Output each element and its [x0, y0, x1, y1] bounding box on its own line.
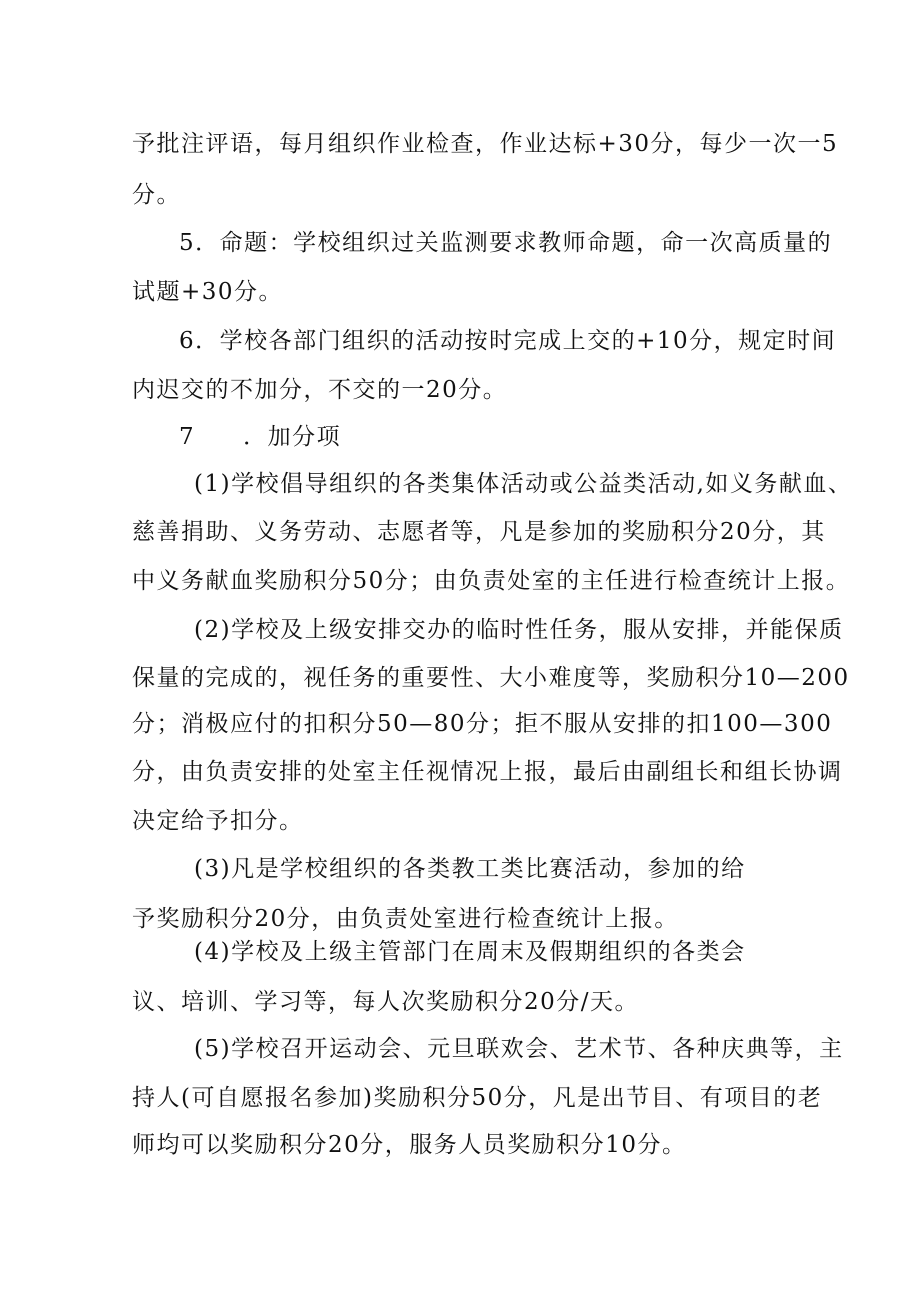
- text-line: 试题+30分。: [132, 279, 284, 305]
- text-line: 中义务献血奖励积分50分；由负责处室的主任进行检查统计上报。: [132, 568, 851, 594]
- text-line: 5．命题：学校组织过关监测要求教师命题，命一次高质量的: [179, 230, 833, 256]
- text-line: 6．学校各部门组织的活动按时完成上交的+10分，规定时间: [179, 328, 837, 354]
- text-line: (5)学校召开运动会、元旦联欢会、艺术节、各种庆典等，主: [194, 1036, 844, 1062]
- text-line: 分；消极应付的扣积分50—80分；拒不服从安排的扣100—300: [132, 711, 833, 737]
- text-line: (4)学校及上级主管部门在周末及假期组织的各类会: [194, 939, 746, 965]
- text-line: (2)学校及上级安排交办的临时性任务，服从安排，并能保质: [194, 617, 844, 643]
- text-line: 予批注评语，每月组织作业检查，作业达标+30分，每少一次一5: [132, 131, 839, 157]
- section-heading: [179, 423, 341, 451]
- text-line: 予奖励积分20分，由负责处室进行检查统计上报。: [132, 906, 679, 932]
- text-line: 保量的完成的，视任务的重要性、大小难度等，奖励积分10—200: [132, 665, 850, 691]
- text-line: 分。: [132, 182, 181, 208]
- section-title: ．加分项: [243, 424, 342, 450]
- text-line: 议、培训、学习等，每人次奖励积分20分/天。: [132, 989, 640, 1015]
- text-line: (1)学校倡导组织的各类集体活动或公益类活动,如义务献血、: [194, 471, 853, 497]
- text-line: 内迟交的不加分，不交的一20分。: [132, 377, 508, 403]
- text-line: 慈善捐助、义务劳动、志愿者等，凡是参加的奖励积分20分，其: [132, 519, 826, 545]
- text-line: 师均可以奖励积分20分，服务人员奖励积分10分。: [132, 1132, 687, 1158]
- text-line: 持人(可自愿报名参加)奖励积分50分，凡是出节目、有项目的老: [132, 1085, 823, 1111]
- text-line: (3)凡是学校组织的各类教工类比赛活动，参加的给: [194, 856, 746, 882]
- text-line: 分，由负责安排的处室主任视情况上报，最后由副组长和组长协调: [132, 759, 843, 785]
- section-number: 7: [179, 424, 196, 450]
- text-line: 决定给予扣分。: [132, 808, 304, 834]
